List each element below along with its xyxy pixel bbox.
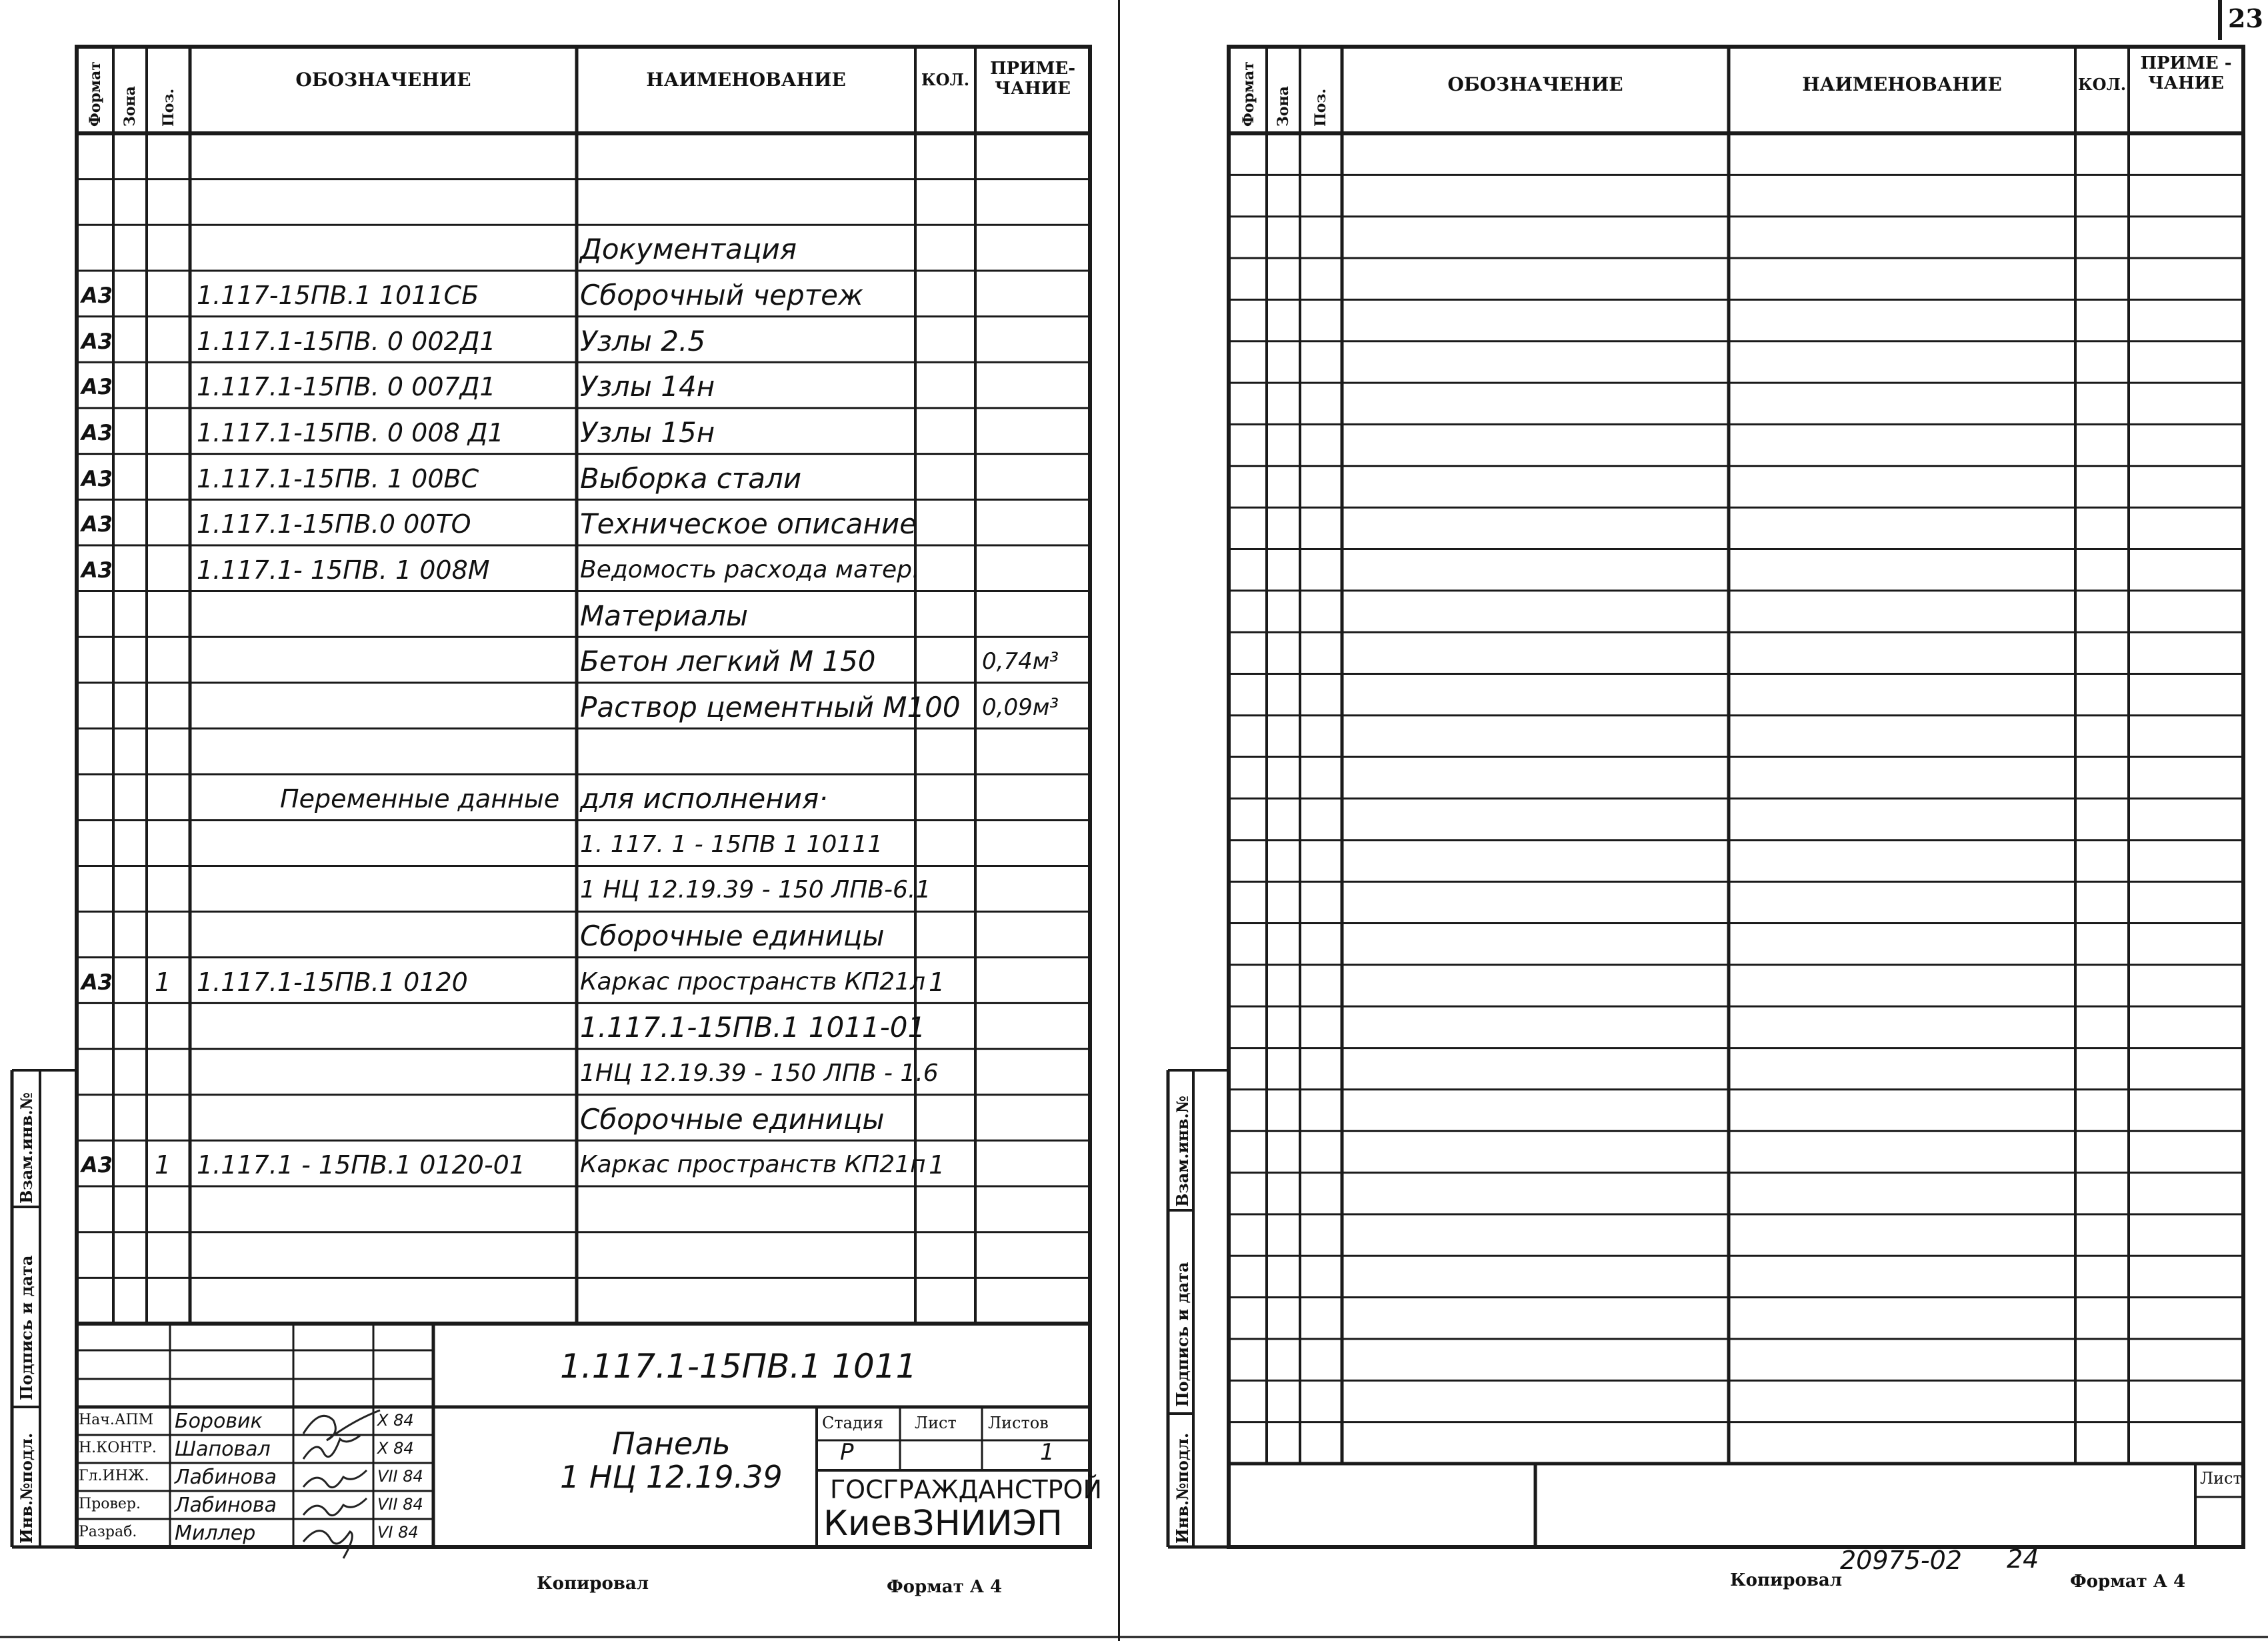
cell-format: А3 xyxy=(81,419,113,445)
cell-format: А3 xyxy=(81,511,113,537)
staff-role: Н.КОНТР. xyxy=(79,1440,157,1456)
cell-name: для исполнения· xyxy=(580,782,828,815)
header-designation: ОБОЗНАЧЕНИЕ xyxy=(1447,73,1623,95)
cell-name: Раствор цементный М100 xyxy=(580,690,961,723)
side-label-replace-inv: Взам.инв.№ xyxy=(17,1092,36,1204)
cell-name: Ведомость расхода матер. xyxy=(580,555,920,583)
side-label-inv-orig: Инв.№подл. xyxy=(17,1432,36,1544)
cell-name: 1. 117. 1 - 15ПВ 1 10111 xyxy=(580,830,883,858)
header-pos: Поз. xyxy=(1312,88,1329,127)
doc-code: 1.117.1-15ПВ.1 1011 xyxy=(560,1347,917,1386)
cell-format: А3 xyxy=(81,465,113,491)
cell-designation: 1.117.1-15ПВ. 0 002Д1 xyxy=(197,326,496,356)
cell-format: А3 xyxy=(81,374,113,400)
footer-archive-no: 20975-02 xyxy=(1840,1546,1962,1575)
cell-pos: 1 xyxy=(155,1150,171,1180)
staff-name: Шаповал xyxy=(175,1438,271,1461)
staff-role: Провер. xyxy=(79,1496,141,1512)
cell-name: 1 НЦ 12.19.39 - 150 ЛПВ-6.1 xyxy=(580,876,931,904)
staff-date: VII 84 xyxy=(377,1467,423,1486)
header-format: Формат xyxy=(1240,61,1257,127)
header-name: НАИМЕНОВАНИЕ xyxy=(1802,73,2002,95)
cell-designation: 1.117.1-15ПВ. 0 007Д1 xyxy=(197,372,496,402)
cell-designation: 1.117.1 - 15ПВ.1 0120-01 xyxy=(197,1150,526,1180)
header-pos: Поз. xyxy=(160,88,177,127)
stage-value: Р xyxy=(840,1439,854,1466)
cell-name: Документация xyxy=(580,233,797,266)
cell-designation: 1.117.1-15ПВ.1 0120 xyxy=(197,967,468,997)
cell-name: Узлы 15н xyxy=(580,415,715,449)
side-label-signature-date: Подпись и дата xyxy=(17,1255,36,1400)
cell-name: 1НЦ 12.19.39 - 150 ЛПВ - 1.6 xyxy=(580,1060,939,1088)
header-name: НАИМЕНОВАНИЕ xyxy=(646,69,846,91)
cell-designation: 1.117.1- 15ПВ. 1 008М xyxy=(197,555,490,585)
sheet-label: Лист xyxy=(2200,1469,2242,1488)
side-label-signature-date: Подпись и дата xyxy=(1173,1262,1192,1407)
cell-note: 0,09м³ xyxy=(982,693,1059,721)
cell-name: Сборочные единицы xyxy=(580,920,885,953)
staff-name: Лабинова xyxy=(175,1466,277,1489)
cell-format: А3 xyxy=(81,1152,113,1178)
side-label-replace-inv: Взам.инв.№ xyxy=(1173,1096,1192,1207)
doc-title: Панель 1 НЦ 12.19.39 xyxy=(560,1426,783,1495)
cell-format: А3 xyxy=(81,282,113,308)
left-grid xyxy=(0,0,1120,1641)
header-note: ПРИМЕ- ЧАНИЕ xyxy=(989,59,1076,99)
staff-role: Нач.АПМ xyxy=(79,1412,154,1428)
cell-name: Материалы xyxy=(580,599,748,632)
header-qty: КОЛ. xyxy=(2077,75,2127,94)
cell-format: А3 xyxy=(81,969,113,995)
sheets-label: Листов xyxy=(988,1414,1049,1432)
cell-pos: 1 xyxy=(155,967,171,997)
cell-designation: 1.117-15ПВ.1 1011СБ xyxy=(197,280,479,310)
cell-name: Техническое описание xyxy=(580,507,917,541)
cell-designation: 1.117.1-15ПВ. 0 008 Д1 xyxy=(197,417,504,447)
staff-name: Боровик xyxy=(175,1410,263,1433)
right-sheet xyxy=(1120,0,2268,1641)
staff-date: VII 84 xyxy=(377,1495,423,1514)
staff-date: VI 84 xyxy=(377,1523,419,1542)
staff-name: Лабинова xyxy=(175,1494,277,1517)
staff-name: Миллер xyxy=(175,1522,256,1545)
staff-role: Разраб. xyxy=(79,1524,137,1540)
staff-role: Гл.ИНЖ. xyxy=(79,1468,149,1484)
cell-name: Каркас пространств КП21п xyxy=(580,1151,926,1179)
org-name-1: ГОСГРАЖДАНСТРОЙ xyxy=(830,1475,1102,1504)
footer-copied: Копировал xyxy=(1730,1570,1843,1590)
staff-date: Х 84 xyxy=(377,1439,414,1458)
sheet-label: Лист xyxy=(915,1414,957,1432)
cell-name: Каркас пространств КП21л xyxy=(580,968,926,996)
cell-name: Сборочные единицы xyxy=(580,1102,885,1136)
footer-page: 24 xyxy=(2007,1544,2039,1574)
cell-name: Бетон легкий М 150 xyxy=(580,645,876,678)
cell-designation: 1.117.1-15ПВ.0 00ТО xyxy=(197,509,471,539)
cell-name: 1.117.1-15ПВ.1 1011-01 xyxy=(580,1011,926,1044)
sheets-value: 1 xyxy=(1040,1439,1055,1466)
header-zone: Зона xyxy=(121,86,139,127)
left-sheet xyxy=(0,0,1120,1641)
cell-qty: 1 xyxy=(929,967,945,997)
staff-date: Х 84 xyxy=(377,1411,414,1430)
cell-note: 0,74м³ xyxy=(982,648,1059,675)
cell-name: Узлы 14н xyxy=(580,370,715,403)
stage-label: Стадия xyxy=(822,1414,883,1432)
side-label-inv-orig: Инв.№подл. xyxy=(1173,1432,1192,1544)
right-grid xyxy=(1120,0,2268,1641)
header-format: Формат xyxy=(87,61,104,127)
cell-format: А3 xyxy=(81,328,113,354)
header-designation: ОБОЗНАЧЕНИЕ xyxy=(295,69,471,91)
cell-designation: 1.117.1-15ПВ. 1 00ВС xyxy=(197,463,479,493)
footer-format: Формат А 4 xyxy=(887,1577,1003,1597)
cell-designation: Переменные данные xyxy=(280,784,560,814)
header-note: ПРИМЕ - ЧАНИЕ xyxy=(2140,53,2232,93)
footer-format: Формат А 4 xyxy=(2070,1572,2186,1592)
cell-qty: 1 xyxy=(929,1150,945,1180)
cell-name: Узлы 2.5 xyxy=(580,324,706,357)
page-number: 23 xyxy=(2228,3,2263,33)
header-qty: КОЛ. xyxy=(921,70,970,89)
header-zone: Зона xyxy=(1275,86,1292,127)
cell-format: А3 xyxy=(81,557,113,583)
org-name-2: КиевЗНИИЭП xyxy=(823,1504,1063,1544)
cell-name: Сборочный чертеж xyxy=(580,278,863,311)
cell-name: Выборка стали xyxy=(580,461,802,495)
footer-copied: Копировал xyxy=(537,1574,649,1594)
